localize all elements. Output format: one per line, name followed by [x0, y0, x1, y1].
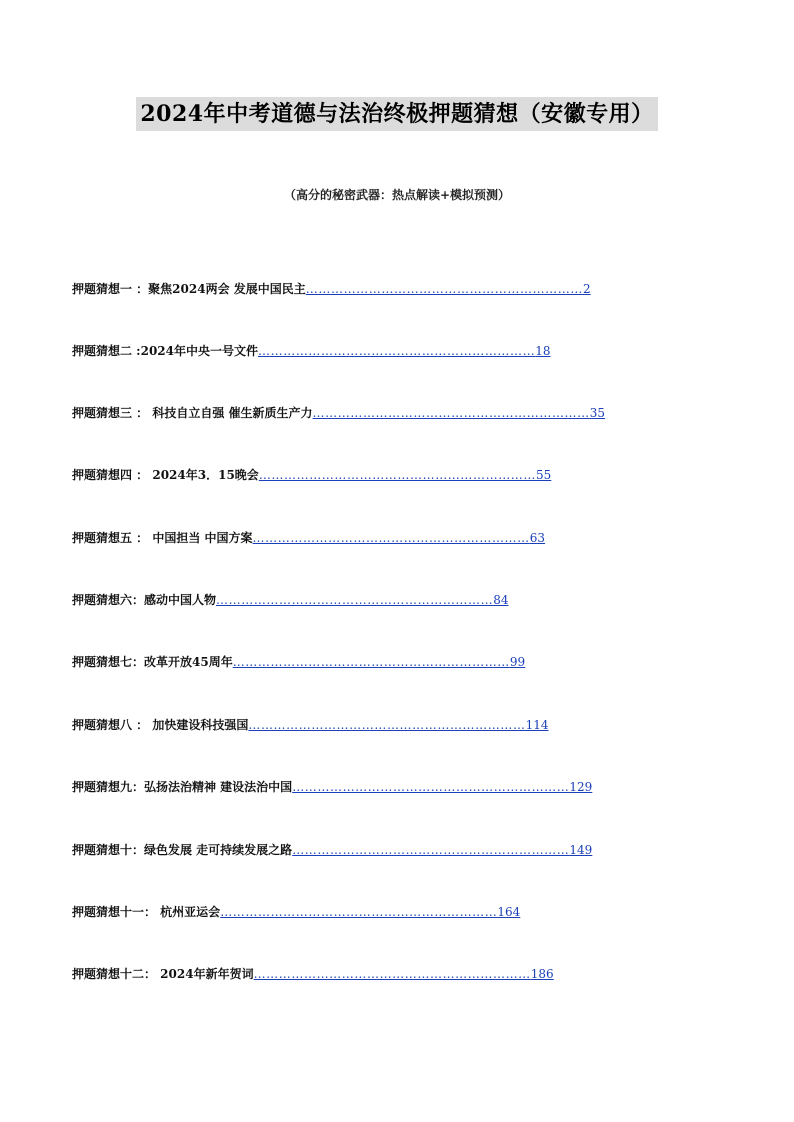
toc-entry-10[interactable] — [72, 842, 592, 858]
toc-entry-page-link[interactable]: 164 — [497, 905, 521, 919]
document-subtitle: （高分的秘密武器：热点解读+模拟预测） — [283, 188, 511, 202]
toc-entry-9[interactable] — [72, 779, 592, 795]
toc-entry-leader[interactable]: ………………………………………………………… — [220, 905, 498, 919]
toc-entry-leader[interactable]: ………………………………………………………… — [305, 282, 583, 296]
toc-entry-label: 押题猜想十一： 杭州亚运会 — [72, 905, 221, 919]
toc-entry-page-link[interactable]: 18 — [535, 344, 551, 358]
toc-entry-leader[interactable]: ………………………………………………………… — [216, 593, 494, 607]
toc-entry-1[interactable] — [72, 281, 591, 297]
toc-entry-label: 押题猜想十：绿色发展 走可持续发展之路 — [72, 843, 293, 857]
toc-entry-leader[interactable]: ………………………………………………………… — [292, 843, 570, 857]
toc-entry-page-link[interactable]: 129 — [569, 780, 593, 794]
toc-entry-page-link[interactable]: 186 — [530, 967, 554, 981]
toc-entry-7[interactable] — [72, 654, 525, 670]
toc-entry-leader[interactable]: ………………………………………………………… — [292, 780, 570, 794]
toc-entry-page-link[interactable]: 99 — [509, 655, 526, 669]
toc-entry-5[interactable] — [72, 530, 545, 546]
toc-entry-page-link[interactable]: 2 — [582, 282, 591, 296]
toc-entry-leader[interactable]: ………………………………………………………… — [248, 718, 526, 732]
toc-entry-leader[interactable]: ………………………………………………………… — [312, 406, 590, 420]
toc-entry-label: 押题猜想二 :2024年中央一号文件 — [72, 344, 259, 358]
toc-entry-leader[interactable]: ………………………………………………………… — [258, 344, 536, 358]
toc-entry-label: 押题猜想十二： 2024年新年贺词 — [72, 967, 254, 981]
toc-entry-label: 押题猜想七：改革开放45周年 — [72, 655, 233, 669]
toc-entry-page-link[interactable]: 63 — [529, 531, 546, 545]
toc-entry-12[interactable] — [72, 966, 554, 982]
toc-entry-page-link[interactable]: 55 — [536, 468, 552, 482]
toc-entry-label: 押题猜想六：感动中国人物 — [72, 593, 217, 607]
toc-entry-label: 押题猜想一 ：聚焦2024两会 发展中国民主 — [72, 282, 306, 296]
toc-entry-3[interactable] — [72, 405, 605, 421]
toc-entry-leader[interactable]: ………………………………………………………… — [252, 531, 530, 545]
toc-entry-11[interactable] — [72, 904, 520, 920]
toc-entry-leader[interactable]: ………………………………………………………… — [232, 655, 510, 669]
toc-entry-label: 押题猜想八 ： 加快建设科技强国 — [72, 718, 249, 732]
toc-entry-2[interactable] — [72, 343, 551, 359]
toc-entry-label: 押题猜想三 ： 科技自立自强 催生新质生产力 — [72, 406, 313, 420]
toc-entry-leader[interactable]: ………………………………………………………… — [253, 967, 531, 981]
toc-entry-8[interactable] — [72, 717, 548, 733]
toc-entry-6[interactable] — [72, 592, 509, 608]
toc-entry-page-link[interactable]: 149 — [569, 843, 593, 857]
toc-entry-label: 押题猜想五 ： 中国担当 中国方案 — [72, 531, 253, 545]
toc-entry-page-link[interactable]: 84 — [493, 593, 509, 607]
toc-entry-page-link[interactable]: 35 — [589, 406, 606, 420]
toc-entry-page-link[interactable]: 114 — [525, 718, 549, 732]
toc-entry-label: 押题猜想四 ： 2024年3．15晚会 — [72, 468, 259, 482]
title-container — [0, 97, 794, 131]
toc-entry-4[interactable] — [72, 467, 551, 483]
toc-entry-label: 押题猜想九：弘扬法治精神 建设法治中国 — [72, 780, 293, 794]
document-title: 2024年中考道德与法治终极押题猜想（安徽专用） — [136, 97, 657, 131]
toc-entry-leader[interactable]: ………………………………………………………… — [258, 468, 537, 482]
